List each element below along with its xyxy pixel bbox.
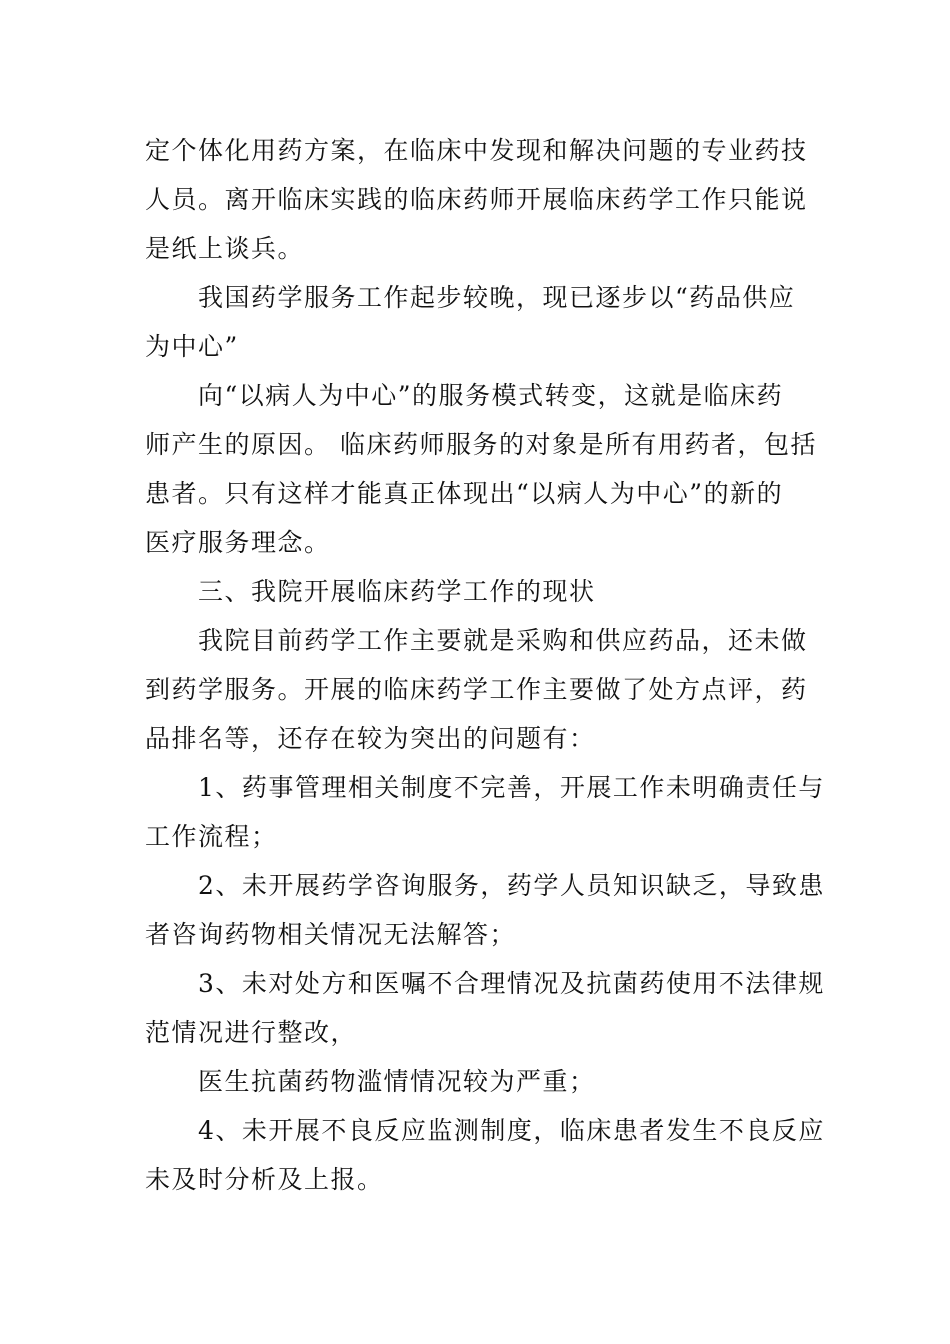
list-item-1-line-2: 工作流程； — [145, 822, 278, 851]
list-item-4-line-2: 未及时分析及上报。 — [145, 1165, 384, 1194]
text-line-11: 我院目前药学工作主要就是采购和供应药品，还未做 — [145, 626, 808, 655]
list-item-3-line-1: 3、未对处方和医嘱不合理情况及抗菌药使用不法律规 — [145, 969, 825, 998]
text-line-20: 医生抗菌药物滥情情况较为严重； — [145, 1067, 596, 1096]
list-item-4-line-1: 4、未开展不良反应监测制度，临床患者发生不良反应 — [145, 1116, 825, 1145]
text-line-12: 到药学服务。开展的临床药学工作主要做了处方点评，药 — [145, 675, 808, 704]
text-line-7: 师产生的原因。 临床药师服务的对象是所有用药者，包括 — [145, 430, 817, 459]
list-item-2-line-2: 者咨询药物相关情况无法解答； — [145, 920, 517, 949]
text-line-1: 定个体化用药方案，在临床中发现和解决问题的专业药技 — [145, 136, 808, 165]
text-line-9: 医疗服务理念。 — [145, 528, 331, 557]
list-item-3-line-2: 范情况进行整改， — [145, 1018, 358, 1047]
text-line-6: 向“以病人为中心”的服务模式转变，这就是临床药 — [145, 381, 784, 410]
document-body — [145, 126, 825, 1204]
text-line-5: 为中心” — [145, 332, 239, 361]
list-item-1-line-1: 1、药事管理相关制度不完善，开展工作未明确责任与 — [145, 773, 825, 802]
text-line-3: 是纸上谈兵。 — [145, 234, 305, 263]
section-heading: 三、我院开展临床药学工作的现状 — [145, 577, 596, 606]
text-line-4: 我国药学服务工作起步较晚，现已逐步以“药品供应 — [145, 283, 796, 312]
text-line-2: 人员。离开临床实践的临床药师开展临床药学工作只能说 — [145, 185, 808, 214]
text-line-8: 患者。只有这样才能真正体现出“以病人为中心”的新的 — [145, 479, 784, 508]
text-line-13: 品排名等，还存在较为突出的问题有： — [145, 724, 596, 753]
list-item-2-line-1: 2、未开展药学咨询服务，药学人员知识缺乏，导致患 — [145, 871, 825, 900]
